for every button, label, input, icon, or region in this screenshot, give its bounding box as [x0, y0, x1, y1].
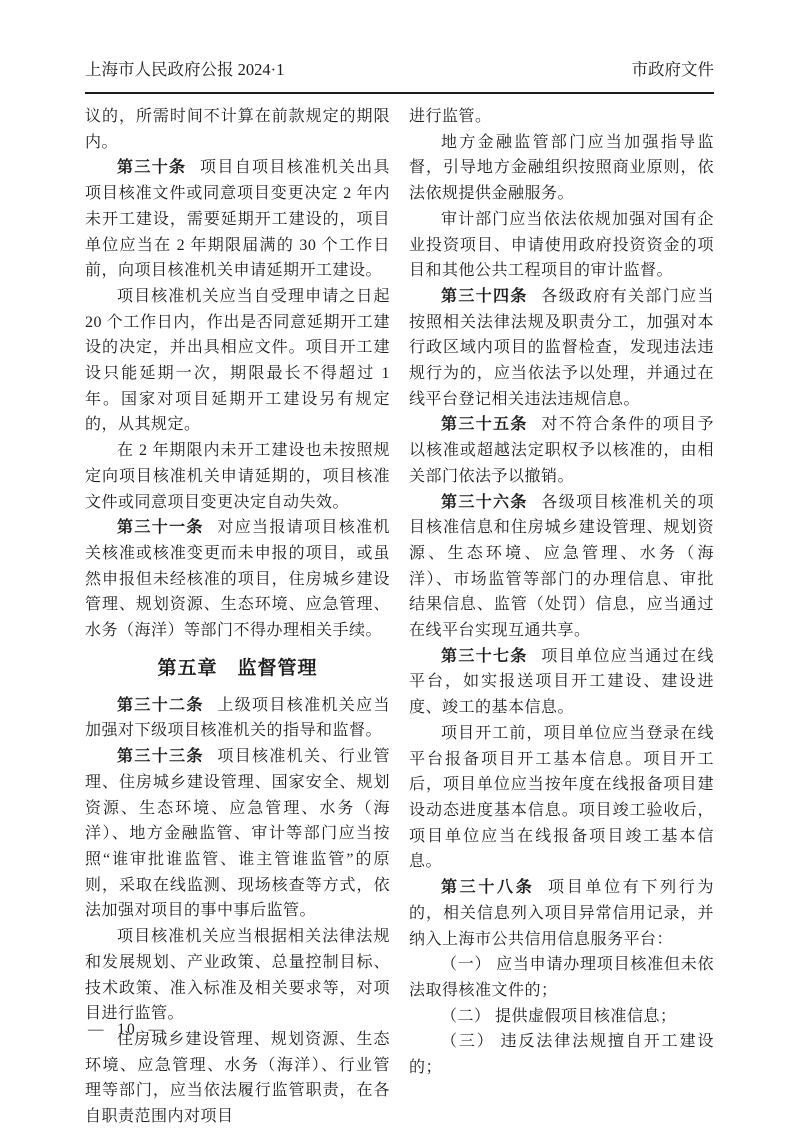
article-number: 第三十一条 — [117, 519, 204, 537]
paragraph — [85, 693, 390, 744]
article-number: 第三十二条 — [117, 696, 204, 714]
article-number: 第三十六条 — [441, 493, 528, 511]
paragraph — [85, 438, 390, 515]
paragraph-text: 上级项目核准机关应当加强对下级项目核准机关的指导和监督。 — [85, 696, 390, 740]
right-column — [409, 104, 714, 1130]
paragraph-text: 对应当报请项目核准机关核准或核准变更而未申报的项目，或虽然申报但未经核准的项目，住房城乡建设管理、规划资源、生态环境、应急管理、水务（海洋）等部门不得办理相关手续。 — [85, 519, 390, 640]
chapter-heading: 第五章 监督管理 — [157, 657, 318, 679]
paragraph — [85, 744, 390, 924]
paragraph-text: 项目核准机关应当自受理申请之日起 20 个工作日内，作出是否同意延期开工建设的决定，并出具相应文件。项目开工建设只能延期一次，期限最长不得超过 1 年。国家对项目延期开工建设另有规定的，从其规定。 — [85, 287, 390, 434]
paragraph-text: 项目单位应当通过在线平台，如实报送项目开工建设、建设进度、竣工的基本信息。 — [409, 647, 714, 717]
paragraph — [85, 924, 390, 1027]
gazette-title: 上海市人民政府公报 2024·1 — [85, 60, 285, 79]
paragraph — [85, 155, 390, 284]
paragraph-text: 审计部门应当依法依规加强对国有企业投资项目、申请使用政府投资资金的项目和其他公共工程项目的审计监督。 — [409, 210, 714, 280]
paragraph-text: （二） 提供虚假项目核准信息； — [441, 1007, 677, 1025]
paragraph-text: （三） 违反法律法规擅自开工建设的； — [409, 1033, 714, 1077]
page-number: — 10 — — [88, 1021, 166, 1038]
paragraph-text: 项目自项目核准机关出具项目核准文件或同意项目变更决定 2 年内未开工建设，需要延期开工建设的，项目单位应当在 2 年期限届满的 30 个工作日前，向项目核准机关申请延期开工建设。 — [85, 159, 390, 280]
paragraph-text: 在 2 年期限内未开工建设也未按照规定向项目核准机关申请延期的，项目核准文件或同意项目变更决定自动失效。 — [85, 442, 390, 511]
paragraph — [409, 412, 714, 489]
paragraph-text: 住房城乡建设管理、规划资源、生态环境、应急管理、水务（海洋）、行业管理等部门，应当依法履行监管职责，在各自职责范围内对项目 — [85, 1030, 390, 1126]
paragraph — [85, 104, 390, 155]
paragraph-text: 项目开工前，项目单位应当登录在线平台报备项目开工基本信息。项目开工后，项目单位应当按年度在线报备项目建设动态进度基本信息。项目竣工验收后，项目单位应当在线报备项目竣工基本信息。 — [409, 724, 714, 871]
paragraph-text: 地方金融监管部门应当加强指导监督，引导地方金融组织按照商业原则，依法依规提供金融服务。 — [409, 133, 714, 203]
paragraph — [409, 721, 714, 875]
article-number: 第三十八条 — [441, 879, 535, 897]
paragraph — [85, 284, 390, 438]
paragraph-text: 项目单位有下列行为的，相关信息列入项目异常信用记录，并纳入上海市公共信用信息服务平台： — [409, 879, 714, 948]
paragraph — [409, 284, 714, 413]
paragraph — [409, 875, 714, 952]
paragraph — [85, 515, 390, 644]
paragraph-text: 议的，所需时间不计算在前款规定的期限内。 — [85, 108, 390, 151]
paragraph — [409, 130, 714, 207]
list-item — [409, 1004, 714, 1030]
document-page — [85, 0, 714, 1130]
paragraph — [85, 1027, 390, 1130]
article-number: 第三十条 — [117, 159, 187, 177]
paragraph-text: 对不符合条件的项目予以核准或超越法定职权予以核准的，由相关部门依法予以撤销。 — [409, 416, 714, 485]
article-number: 第三十四条 — [441, 287, 528, 305]
left-column — [85, 104, 390, 1130]
article-number: 第三十三条 — [117, 748, 204, 766]
paragraph — [409, 104, 714, 130]
paragraph — [409, 490, 714, 644]
section-label: 市政府文件 — [631, 60, 714, 79]
paragraph-text: 各级项目核准机关的项目核准信息和住房城乡建设管理、规划资源、生态环境、应急管理、水务（海洋）、市场监管等部门的办理信息、审批结果信息、监管（处罚）信息，应当通过在线平台实现互通共享。 — [409, 493, 714, 640]
paragraph-text: （一） 应当申请办理项目核准但未依法取得核准文件的； — [409, 956, 714, 999]
page-header — [85, 0, 714, 94]
paragraph — [409, 207, 714, 284]
paragraph — [409, 644, 714, 721]
list-item — [409, 1029, 714, 1080]
paragraph-text: 各级政府有关部门应当按照相关法律法规及职责分工，加强对本行政区域内项目的监督检查，发现违法违规行为的，应当依法予以处理，并通过在线平台登记相关违法违规信息。 — [409, 287, 714, 408]
two-column-body — [85, 104, 714, 1130]
paragraph-text: 进行监管。 — [409, 108, 492, 125]
list-item — [409, 952, 714, 1003]
paragraph-text: 项目核准机关、行业管理、住房城乡建设管理、国家安全、规划资源、生态环境、应急管理、水务（海洋）、地方金融监管、审计等部门应当按照“谁审批谁监管、谁主管谁监管”的原则，采取在线监测、现场核查等方式，依法加强对项目的事中事后监管。 — [85, 748, 390, 920]
paragraph-text: 项目核准机关应当根据相关法律法规和发展规划、产业政策、总量控制目标、技术政策、准入标准及相关要求等，对项目进行监管。 — [85, 928, 390, 1023]
article-number: 第三十七条 — [441, 647, 528, 665]
article-number: 第三十五条 — [441, 416, 528, 434]
